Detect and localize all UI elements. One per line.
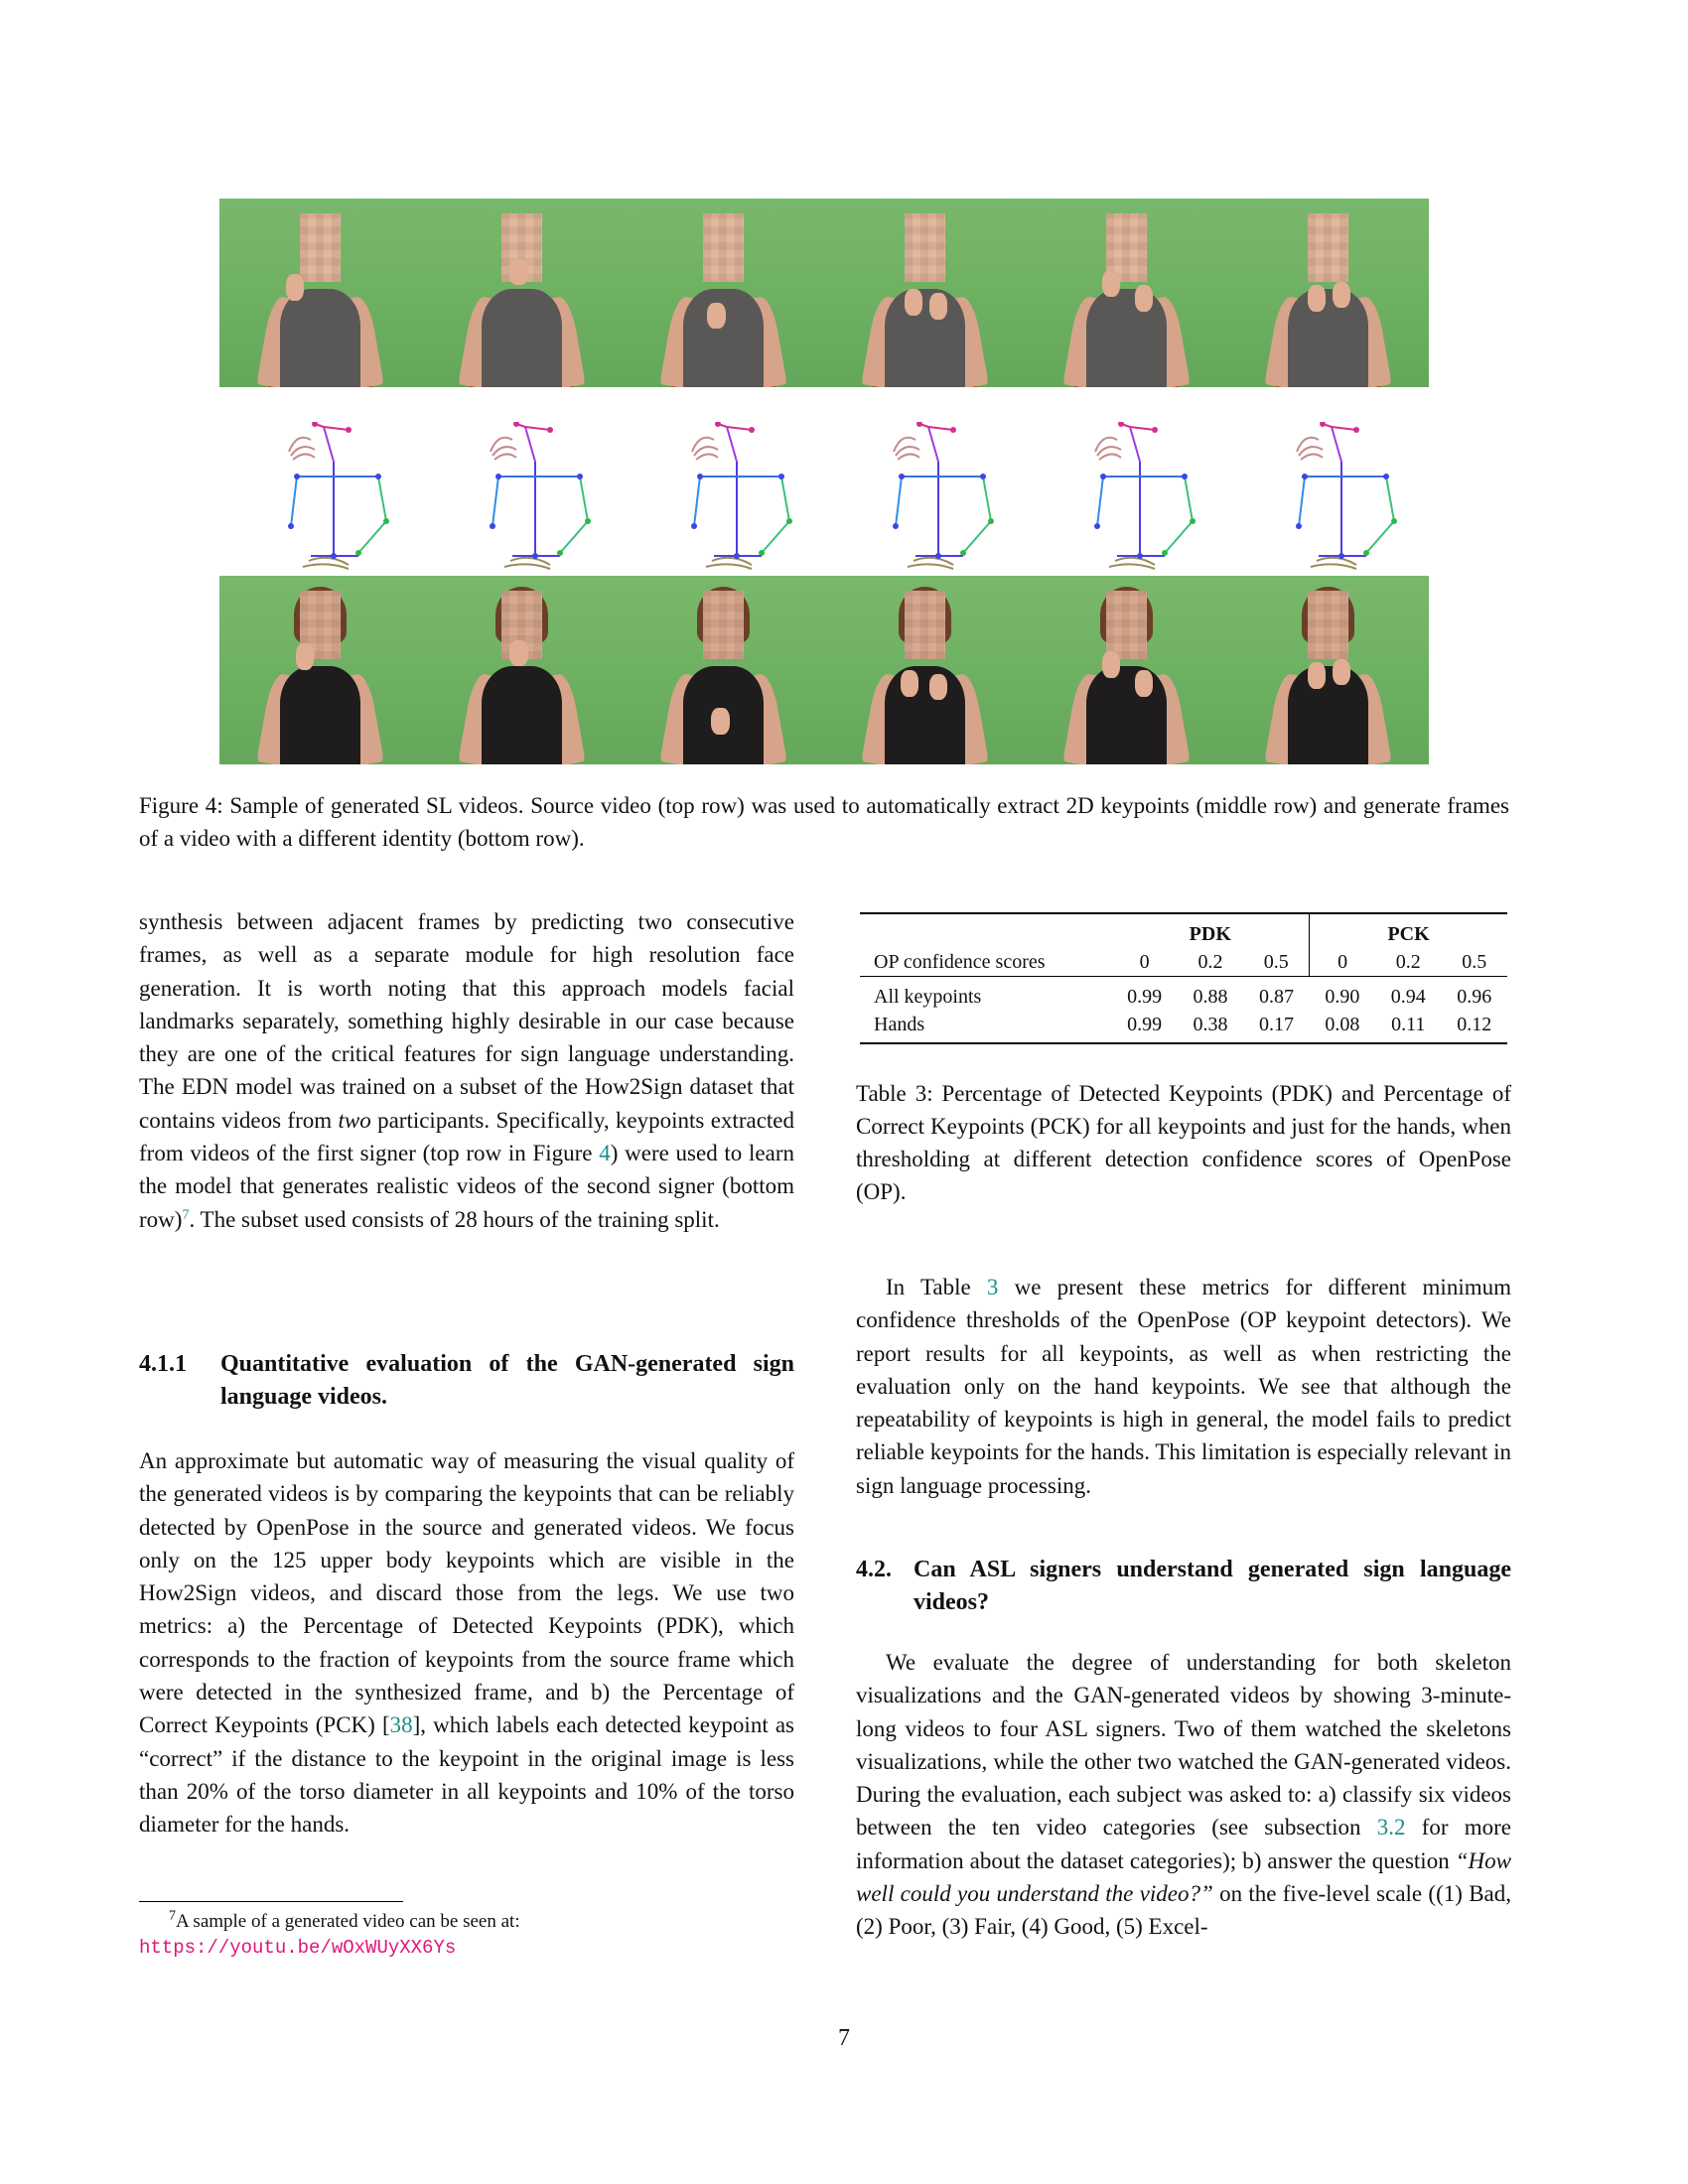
page-number: 7 [838,2025,850,2051]
footnote-7-marker[interactable]: 7 [182,1207,190,1223]
footnote-rule [139,1901,403,1902]
generated-frame-4 [824,576,1026,764]
right-paragraph-1: In Table 3 we present these metrics for different minimum confidence thresholds of the OpenPose (OP keypoint detectors). We report results for all keypoints, as well as when restricting the evaluation only on the hand keypoints. We see that although the repeatability of keypoints is high in general, the model fails to predict reliable keypoints for the hands. This limitation is especially relevant in sign language processing. [856,1275,1511,1498]
generated-frame-2 [421,576,623,764]
figure-source-row [219,199,1429,387]
generated-frame-3 [623,576,824,764]
citation-38[interactable]: 38 [389,1712,413,1738]
source-frame-3 [623,199,824,387]
section-heading-4-1-1: 4.1.1 Quantitative evaluation of the GAN-generated sign language videos. [139,1351,794,1410]
figure-4-reference[interactable]: 4 [599,1141,611,1166]
table-group-pck: PCK [1310,913,1507,948]
skeleton-keypoints-5 [1094,422,1196,569]
table-threshold: 0.5 [1243,948,1309,977]
table-threshold: 0.5 [1462,950,1487,973]
source-frame-5 [1026,199,1227,387]
source-frame-2 [421,199,623,387]
skeleton-keypoints-4 [893,422,994,569]
table-threshold: 0 [1337,950,1348,973]
footnote-7: $^7$A sample of a generated video can be seen at: https://youtu.be/wOxWUyXX6Ys [139,1908,520,1959]
video-link[interactable]: https://youtu.be/wOxWUyXX6Ys [139,1937,457,1959]
table-3-reference[interactable]: 3 [986,1275,999,1299]
left-paragraph-1: synthesis between adjacent frames by predicting two consecutive frames, as well as a separate module for high resolution face generation. It is worth noting that this approach models facial landmarks separately, something highly desirable in our case because they are one of the critical features for sign language understanding. The EDN model was trained on a subset of the How2Sign dataset that contains videos from two participants. Specifically, keypoints extracted from videos of the first signer (top row in Figure 4) were used to learn the model that generates realistic videos of the second signer (bottom row)$^7$. The subset used consists of 28 hours of the training split. [139,909,794,1232]
table-row: All keypoints 0.99 0.88 0.87 0.90 0.94 0.96 [860,977,1507,1012]
skeleton-keypoints-2 [490,422,591,569]
table-row: Hands 0.99 0.38 0.17 0.08 0.11 0.12 [860,1011,1507,1043]
table-threshold: 0 [1139,950,1150,973]
table-3-caption: Table 3: Percentage of Detected Keypoints (PDK) and Percentage of Correct Keypoints (PCK) for all keypoints and just for the hands, when thresholding at different detection confidence scores of OpenPose (OP). [856,1081,1511,1204]
table-row-header: OP confidence scores [874,950,1046,973]
table-group-pdk: PDK [1111,913,1309,948]
right-paragraph-2: We evaluate the degree of understanding for both skeleton visualizations and the GAN-generated videos by showing 3-minute-long videos to four ASL signers. Two of them watched the skeletons visualizations, while the other two watched the GAN-generated videos. During the evaluation, each subject was asked to: a) classify six videos between the ten video categories (see subsection 3.2 for more information about the dataset categories); b) answer the question “How well could you understand the video?” on the five-level scale ((1) Bad, (2) Poor, (3) Fair, (4) Good, (5) Excel- [856,1650,1511,1940]
section-heading-4-2: 4.2. Can ASL signers understand generated sign language videos? [856,1557,1511,1615]
skeleton-keypoints-6 [1296,422,1397,569]
skeleton-keypoints-3 [691,422,792,569]
figure-caption: Figure 4: Sample of generated SL videos. Source video (top row) was used to automatically extract 2D keypoints (middle row) and generate frames of a video with a different identity (bottom row). [139,793,1509,851]
figure-generated-row [219,576,1429,764]
left-paragraph-2: An approximate but automatic way of measuring the visual quality of the generated videos is by comparing the keypoints that can be reliably detected by OpenPose in the source and generated videos. We focus only on the 125 upper body keypoints which are visible in the How2Sign videos, and discard those from the legs. We use two metrics: a) the Percentage of Detected Keypoints (PDK), which corresponds to the fraction of keypoints from the source frame which were detected in the synthesized frame, and b) the Percentage of Correct Keypoints (PCK) [38], which labels each detected keypoint as “correct” if the distance to the keypoint in the original image is less than 20% of the torso diameter in all keypoints and 10% of the torso diameter for the hands. [139,1448,794,1838]
generated-frame-5 [1026,576,1227,764]
skeleton-keypoints-1 [288,422,389,569]
table-threshold: 0.2 [1197,950,1223,973]
source-frame-6 [1227,199,1429,387]
subsection-3-2-reference[interactable]: 3.2 [1376,1815,1406,1841]
table-threshold: 0.2 [1395,950,1421,973]
source-frame-4 [824,199,1026,387]
figure-keypoints-row [219,422,1429,573]
generated-frame-1 [219,576,421,764]
generated-frame-6 [1227,576,1429,764]
source-frame-1 [219,199,421,387]
table-3 [860,912,1507,1044]
